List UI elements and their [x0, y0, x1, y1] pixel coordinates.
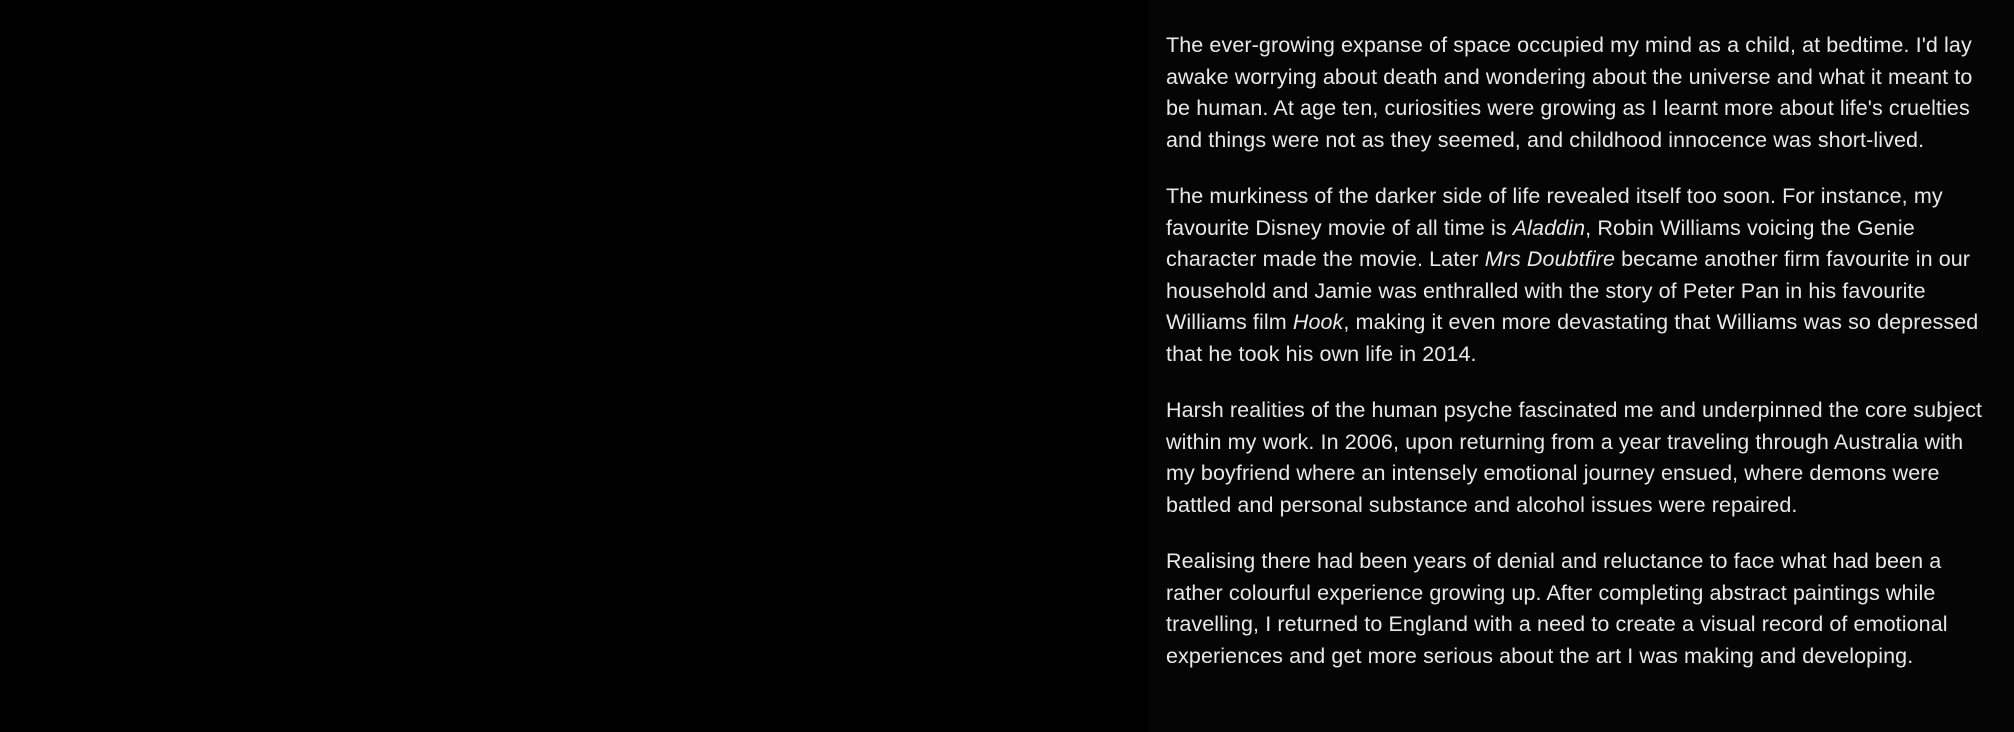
paragraph-4: Realising there had been years of denial and reluctance to face what had been a rather colourful experience growing up. After completing abstract paintings while travelling, I returned to England with a need to create a visual record of emotional experiences and get more serious about the art I was making and developing. — [1166, 549, 1948, 668]
paragraph-1: The ever-growing expanse of space occupied my mind as a child, at bedtime. I'd lay awake worrying about death and wondering about the universe and what it meant to be human. At age ten, curiosities were growing as I learnt more about life's cruelties and things were not as they seemed, and childhood innocence was short-lived. — [1166, 33, 1973, 152]
paragraph-2: The murkiness of the darker side of life revealed itself too soon. For instance, my favourite Disney movie of all time is Aladdin, Robin Williams voicing the Genie character made the movie. Later Mrs Doubtfire became another firm favourite in our household and Jamie was enthralled with the story of Peter Pan in his favourite Williams film Hook, making it even more devastating that Williams was so depressed that he took his own life in 2014. — [1166, 184, 1979, 366]
article-text-column — [1166, 30, 1996, 730]
paragraph-3: Harsh realities of the human psyche fascinated me and underpinned the core subject within my work. In 2006, upon returning from a year traveling through Australia with my boyfriend where an intensely emotional journey ensued, where demons were battled and personal substance and alcohol issues were repaired. — [1166, 398, 1983, 517]
